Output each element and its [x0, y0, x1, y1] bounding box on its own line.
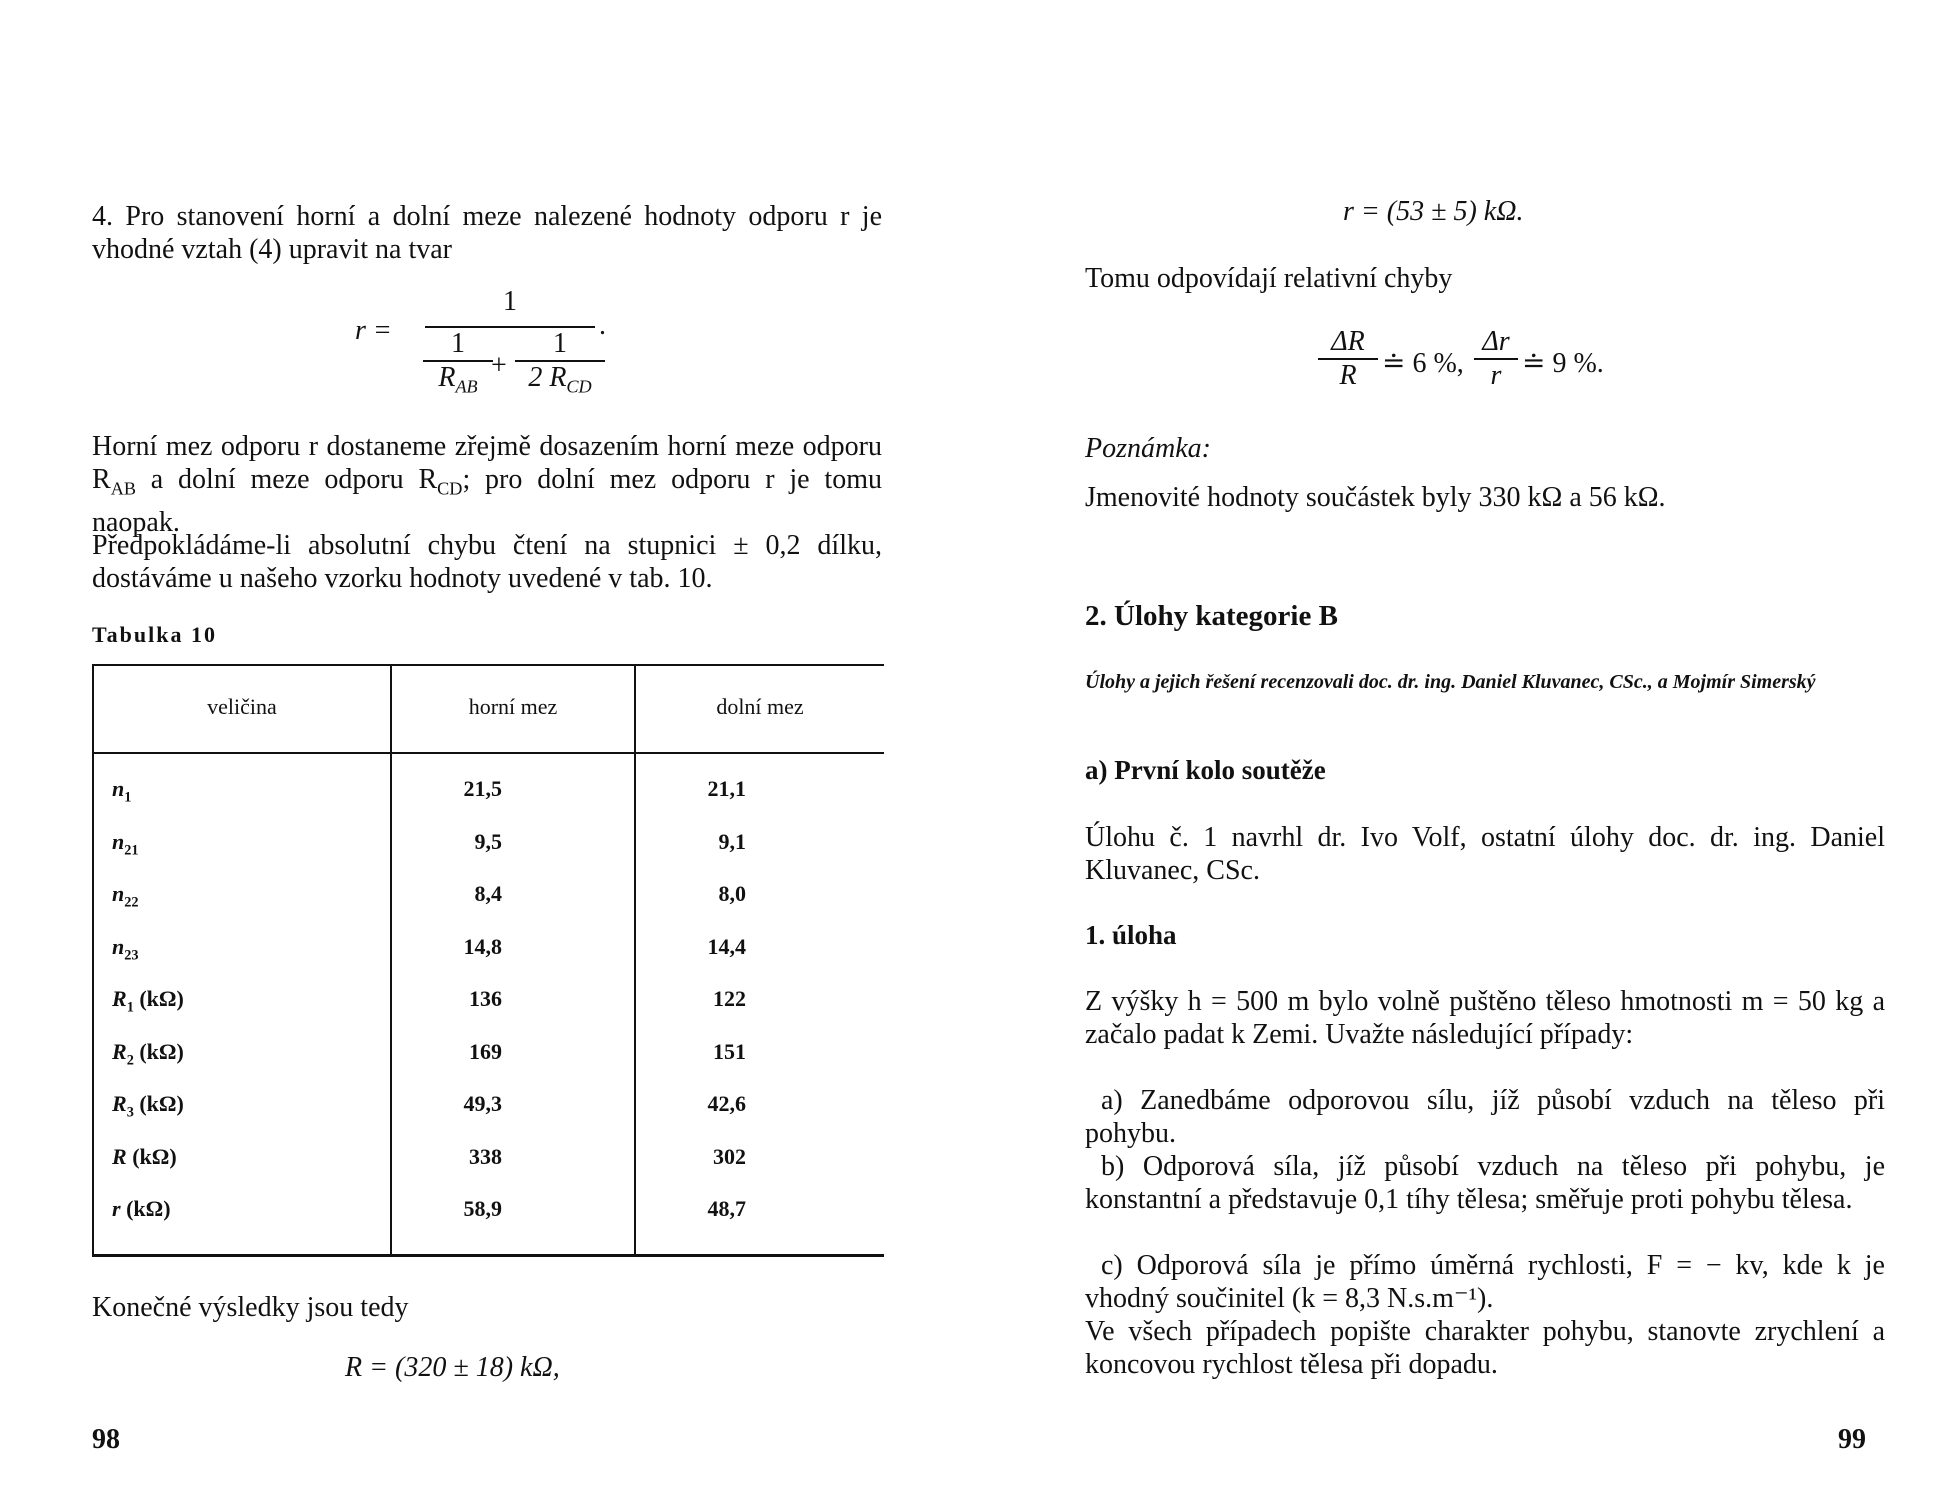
table-10 [92, 664, 884, 1257]
frac1-den [423, 360, 493, 398]
formula-numerator: 1 [503, 286, 517, 317]
paragraph-reading-error: Předpokládáme-li absolutní chybu čtení na stupnici ± 0,2 dílku, dostáváme u našeho vzorku hodnoty uvedené v tab. 10. [92, 530, 882, 594]
table-cell-upper: 338 [469, 1143, 502, 1169]
table-cell-lower: 9,1 [718, 828, 746, 854]
para2-sub-ab: AB [110, 478, 136, 499]
quantity-unit: (kΩ) [133, 1038, 184, 1064]
table-cell-upper: 169 [469, 1038, 502, 1064]
table-cell-lower: 122 [713, 986, 746, 1011]
frac1-den-sub: AB [455, 376, 478, 397]
quantity-unit: (kΩ) [133, 1091, 184, 1116]
quantity-subscript: 3 [126, 1104, 134, 1121]
table-cell-lower: 151 [713, 1038, 746, 1064]
note-label: Poznámka: [1085, 433, 1211, 464]
rel-err-n2: Δr [1482, 326, 1510, 357]
rel-err-frac2 [1474, 326, 1518, 392]
fraction-1-over-2rcd [515, 328, 605, 398]
task-final: Ve všech případech popište charakter pohybu, stanovte zrychlení a koncovou rychlost tělesa při dopadu. [1085, 1316, 1885, 1380]
frac2-den-sub: CD [566, 376, 592, 397]
formula-end: . [599, 310, 606, 341]
formula-r [355, 288, 625, 408]
rel-err-d1: R [1318, 358, 1378, 392]
table-cell-upper: 8,4 [474, 881, 502, 906]
table-row-quantity [112, 1144, 177, 1174]
table-header-quantity: veličina [207, 694, 277, 719]
para2-mid: a dolní meze odporu R [135, 464, 438, 495]
table-cell-lower: 14,4 [707, 933, 746, 959]
rel-err-v2: ≐ 9 %. [1522, 348, 1604, 379]
quantity-symbol: R [112, 1038, 127, 1064]
quantity-unit: (kΩ) [120, 1196, 171, 1221]
frac1-den-var: R [438, 362, 456, 393]
quantity-symbol: n [112, 933, 125, 959]
table-caption: Tabulka 10 [92, 622, 217, 647]
page-number-left: 98 [92, 1424, 120, 1455]
table-cell-lower: 48,7 [707, 1196, 746, 1221]
table-cell-upper: 58,9 [463, 1196, 502, 1221]
subsection-heading: a) První kolo soutěže [1085, 755, 1326, 785]
formula-lhs: r = [355, 315, 392, 346]
quantity-subscript: 21 [124, 841, 139, 858]
quantity-unit: (kΩ) [126, 1143, 177, 1169]
table-row-quantity [112, 986, 184, 1016]
paragraph-final-results: Konečné výsledky jsou tedy [92, 1292, 409, 1323]
table-row-quantity [112, 829, 139, 859]
table-cell-upper: 21,5 [463, 776, 502, 801]
task-case-a: a) Zanedbáme odporovou sílu, jíž působí vzduch na těleso při pohybu. [1085, 1085, 1885, 1149]
quantity-unit: (kΩ) [133, 986, 184, 1011]
table-header-upper: horní mez [468, 694, 558, 719]
authors-paragraph: Úlohu č. 1 navrhl dr. Ivo Volf, ostatní úlohy doc. dr. ing. Daniel Kluvanec, CSc. [1085, 822, 1885, 886]
frac2-den [515, 360, 605, 398]
rel-err-d2: r [1474, 358, 1518, 392]
task-heading: 1. úloha [1085, 920, 1177, 950]
paragraph-upper-limit [92, 430, 882, 539]
result-R: R = (320 ± 18) kΩ, [345, 1352, 560, 1383]
para2-sub-cd: CD [437, 478, 463, 499]
table-cell-upper: 49,3 [463, 1091, 502, 1116]
table-row-quantity [112, 934, 139, 964]
formula-plus: + [491, 350, 507, 381]
quantity-symbol: R [112, 986, 127, 1011]
quantity-symbol: n [112, 881, 125, 906]
task-case-c: c) Odporová síla je přímo úměrná rychlosti, F = − kv, kde k je vhodný součinitel (k = 8,3 N.s.m⁻¹). [1085, 1250, 1885, 1314]
frac2-den-var: 2 R [528, 362, 567, 393]
frac2-num: 1 [553, 328, 567, 359]
table-header-rule [94, 752, 884, 754]
page-number-right: 99 [1838, 1424, 1866, 1455]
right-page [978, 0, 1956, 1500]
quantity-subscript: 23 [124, 946, 139, 963]
rel-err-n1: ΔR [1331, 326, 1365, 357]
para2-end: ; pro dolní mez odporu r je tomu naopak. [92, 464, 882, 538]
paragraph-relative-errors: Tomu odpovídají relativní chyby [1085, 263, 1453, 294]
table-cell-upper: 136 [469, 986, 502, 1011]
fraction-1-over-rab [423, 328, 493, 398]
task-case-b: b) Odporová síla, jíž působí vzduch na těleso při pohybu, je konstantní a představuje 0,1 tíhy tělesa; směřuje proti pohybu tělesa. [1085, 1151, 1885, 1215]
rel-err-frac1 [1318, 326, 1378, 392]
table-row-quantity [112, 1091, 184, 1121]
table-cell-upper: 9,5 [474, 828, 502, 854]
table-cell-lower: 21,1 [707, 776, 746, 801]
table-row-quantity [112, 1196, 171, 1226]
quantity-subscript: 22 [124, 894, 139, 911]
quantity-symbol: r [112, 1196, 121, 1221]
reviewers-note: Úlohy a jejich řešení recenzovali doc. dr. ing. Daniel Kluvanec, CSc., a Mojmír Simerský [1085, 671, 1816, 693]
rel-err-v1: ≐ 6 %, [1382, 348, 1464, 379]
table-row-quantity [112, 1039, 184, 1069]
quantity-symbol: n [112, 828, 125, 854]
quantity-subscript: 1 [124, 789, 132, 806]
section-heading: 2. Úlohy kategorie B [1085, 600, 1338, 632]
table-row-quantity [112, 776, 131, 806]
para2-start: Horní mez odporu r dostaneme zřejmě dosazením horní meze odporu R [92, 431, 882, 495]
note-text: Jmenovité hodnoty součástek byly 330 kΩ a 56 kΩ. [1085, 482, 1666, 513]
paragraph-intro: 4. Pro stanovení horní a dolní meze nalezené hodnoty odporu r je vhodné vztah (4) upravit na tvar [92, 201, 882, 265]
quantity-symbol: R [112, 1143, 127, 1169]
result-r: r = (53 ± 5) kΩ. [1343, 196, 1524, 227]
quantity-subscript: 2 [126, 1051, 134, 1068]
frac1-num: 1 [451, 328, 465, 359]
task-intro: Z výšky h = 500 m bylo volně puštěno těleso hmotnosti m = 50 kg a začalo padat k Zemi. Uvažte následující případy: [1085, 986, 1885, 1050]
quantity-subscript: 1 [126, 999, 134, 1016]
table-cell-lower: 8,0 [718, 881, 746, 906]
table-cell-lower: 42,6 [707, 1091, 746, 1116]
quantity-symbol: n [112, 776, 125, 801]
table-cell-upper: 14,8 [463, 933, 502, 959]
quantity-symbol: R [112, 1091, 127, 1116]
table-header-lower: dolní mez [716, 694, 804, 719]
table-cell-lower: 302 [713, 1143, 746, 1169]
table-row-quantity [112, 881, 139, 911]
